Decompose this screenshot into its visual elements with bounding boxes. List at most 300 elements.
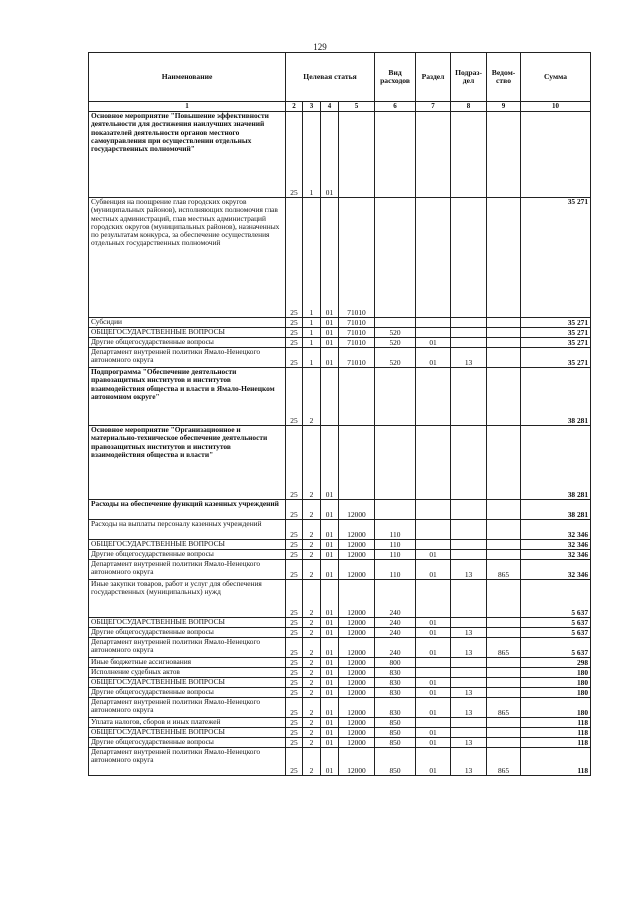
row-sum: 180 [521, 678, 591, 688]
expense-type-code: 110 [375, 540, 416, 550]
target-code-direction: 12000 [339, 748, 375, 776]
section-code: 01 [416, 338, 451, 348]
table-row [89, 520, 591, 540]
section-code: 01 [416, 738, 451, 748]
expense-type-code: 520 [375, 328, 416, 338]
section-code [416, 318, 451, 328]
target-code-subprogram: 2 [303, 550, 321, 560]
target-code-subprogram: 1 [303, 348, 321, 368]
subsection-code [451, 678, 487, 688]
department-code [487, 500, 521, 520]
target-code-program: 25 [286, 560, 303, 580]
department-code [487, 628, 521, 638]
target-code-program: 25 [286, 112, 303, 198]
target-code-program: 25 [286, 580, 303, 618]
target-code-direction [339, 426, 375, 500]
department-code [487, 678, 521, 688]
target-code-subprogram: 1 [303, 318, 321, 328]
target-code-direction [339, 368, 375, 426]
subsection-code [451, 198, 487, 318]
subsection-code: 13 [451, 688, 487, 698]
row-sum: 35 271 [521, 318, 591, 328]
row-name: Департамент внутренней политики Ямало-Ненецкого автономного округа [89, 348, 286, 368]
column-number: 8 [451, 102, 487, 112]
table-row [89, 618, 591, 628]
subsection-code [451, 318, 487, 328]
target-code-event: 01 [321, 738, 339, 748]
column-number: 2 [286, 102, 303, 112]
target-code-program: 25 [286, 348, 303, 368]
row-name: Департамент внутренней политики Ямало-Ненецкого автономного округа [89, 698, 286, 718]
row-sum: 118 [521, 718, 591, 728]
target-code-event: 01 [321, 426, 339, 500]
header-department: Ведом-ство [487, 53, 521, 102]
target-code-direction: 12000 [339, 638, 375, 658]
subsection-code [451, 580, 487, 618]
target-code-event: 01 [321, 540, 339, 550]
section-code: 01 [416, 638, 451, 658]
target-code-event: 01 [321, 112, 339, 198]
target-code-subprogram: 2 [303, 618, 321, 628]
subsection-code: 13 [451, 698, 487, 718]
subsection-code: 13 [451, 738, 487, 748]
subsection-code [451, 618, 487, 628]
department-code [487, 718, 521, 728]
row-sum: 32 346 [521, 520, 591, 540]
row-sum: 35 271 [521, 328, 591, 338]
target-code-program: 25 [286, 718, 303, 728]
target-code-event: 01 [321, 580, 339, 618]
header-section: Раздел [416, 53, 451, 102]
row-sum: 32 346 [521, 560, 591, 580]
expense-type-code: 240 [375, 618, 416, 628]
department-code [487, 520, 521, 540]
target-code-program: 25 [286, 520, 303, 540]
target-code-direction [339, 112, 375, 198]
expense-type-code: 800 [375, 658, 416, 668]
department-code [487, 426, 521, 500]
row-sum: 35 271 [521, 338, 591, 348]
subsection-code: 13 [451, 348, 487, 368]
target-code-program: 25 [286, 738, 303, 748]
target-code-event: 01 [321, 338, 339, 348]
department-code: 865 [487, 560, 521, 580]
department-code [487, 658, 521, 668]
section-code [416, 718, 451, 728]
target-code-event: 01 [321, 718, 339, 728]
row-name: ОБЩЕГОСУДАРСТВЕННЫЕ ВОПРОСЫ [89, 678, 286, 688]
row-name: ОБЩЕГОСУДАРСТВЕННЫЕ ВОПРОСЫ [89, 618, 286, 628]
row-sum: 298 [521, 658, 591, 668]
expense-type-code: 830 [375, 688, 416, 698]
subsection-code: 13 [451, 628, 487, 638]
department-code [487, 338, 521, 348]
row-name: Основное мероприятие "Повышение эффективности деятельности для достижения наилучших значений показателей деятельности органов местного самоуправления при осуществлении отдельных государственных полномочий" [89, 112, 286, 198]
subsection-code: 13 [451, 638, 487, 658]
target-code-direction: 12000 [339, 718, 375, 728]
expense-type-code [375, 198, 416, 318]
row-sum: 32 346 [521, 540, 591, 550]
expense-type-code: 240 [375, 580, 416, 618]
row-name: Другие общегосударственные вопросы [89, 338, 286, 348]
target-code-direction: 12000 [339, 580, 375, 618]
table-row [89, 112, 591, 198]
target-code-event: 01 [321, 658, 339, 668]
department-code [487, 540, 521, 550]
expense-type-code: 850 [375, 748, 416, 776]
subsection-code [451, 520, 487, 540]
target-code-subprogram: 1 [303, 198, 321, 318]
target-code-direction: 71010 [339, 328, 375, 338]
target-code-subprogram: 2 [303, 426, 321, 500]
target-code-subprogram: 2 [303, 638, 321, 658]
table-row [89, 426, 591, 500]
subsection-code [451, 328, 487, 338]
table-row [89, 560, 591, 580]
expense-type-code [375, 368, 416, 426]
department-code: 865 [487, 638, 521, 658]
expense-type-code: 110 [375, 520, 416, 540]
department-code [487, 550, 521, 560]
target-code-event: 01 [321, 698, 339, 718]
target-code-event: 01 [321, 550, 339, 560]
target-code-subprogram: 2 [303, 580, 321, 618]
department-code: 865 [487, 748, 521, 776]
target-code-event: 01 [321, 618, 339, 628]
department-code [487, 348, 521, 368]
row-name: Департамент внутренней политики Ямало-Ненецкого автономного округа [89, 560, 286, 580]
column-number: 10 [521, 102, 591, 112]
table-row [89, 628, 591, 638]
subsection-code: 13 [451, 560, 487, 580]
row-name: ОБЩЕГОСУДАРСТВЕННЫЕ ВОПРОСЫ [89, 540, 286, 550]
subsection-code [451, 338, 487, 348]
target-code-program: 25 [286, 658, 303, 668]
target-code-event: 01 [321, 318, 339, 328]
target-code-program: 25 [286, 698, 303, 718]
target-code-subprogram: 2 [303, 738, 321, 748]
table-row [89, 718, 591, 728]
section-code: 01 [416, 748, 451, 776]
target-code-event: 01 [321, 638, 339, 658]
target-code-program: 25 [286, 540, 303, 550]
row-name: Субвенция на поощрение глав городских округов (муниципальных районов), исполняющих полномочия глав местных администраций, глав местных администраций городских округов (муниципальных районов), назначенных по результатам конкурса, за обеспечение осуществления отдельных государственных полномочий [89, 198, 286, 318]
target-code-subprogram: 1 [303, 112, 321, 198]
row-sum: 5 637 [521, 618, 591, 628]
row-sum: 35 271 [521, 348, 591, 368]
target-code-subprogram: 2 [303, 560, 321, 580]
section-code [416, 112, 451, 198]
expense-type-code: 850 [375, 718, 416, 728]
department-code [487, 198, 521, 318]
target-code-program: 25 [286, 550, 303, 560]
table-row [89, 318, 591, 328]
table-row [89, 738, 591, 748]
row-sum: 5 637 [521, 580, 591, 618]
target-code-direction: 71010 [339, 318, 375, 328]
target-code-program: 25 [286, 638, 303, 658]
target-code-direction: 12000 [339, 540, 375, 550]
table-row [89, 668, 591, 678]
target-code-event: 01 [321, 688, 339, 698]
table-row [89, 688, 591, 698]
header-expense-type: Вид расходов [375, 53, 416, 102]
target-code-subprogram: 2 [303, 688, 321, 698]
section-code [416, 668, 451, 678]
target-code-event: 01 [321, 748, 339, 776]
target-code-subprogram: 2 [303, 678, 321, 688]
row-sum: 180 [521, 668, 591, 678]
target-code-direction: 12000 [339, 688, 375, 698]
section-code: 01 [416, 628, 451, 638]
target-code-subprogram: 2 [303, 698, 321, 718]
expense-type-code [375, 426, 416, 500]
row-name: Департамент внутренней политики Ямало-Ненецкого автономного округа [89, 748, 286, 776]
table-row [89, 748, 591, 776]
target-code-event: 01 [321, 560, 339, 580]
target-code-direction: 71010 [339, 338, 375, 348]
target-code-direction: 12000 [339, 628, 375, 638]
section-code [416, 426, 451, 500]
target-code-program: 25 [286, 668, 303, 678]
target-code-subprogram: 2 [303, 520, 321, 540]
row-sum: 38 281 [521, 368, 591, 426]
department-code [487, 618, 521, 628]
row-sum: 5 637 [521, 628, 591, 638]
section-code [416, 580, 451, 618]
target-code-program: 25 [286, 728, 303, 738]
target-code-event: 01 [321, 628, 339, 638]
subsection-code: 13 [451, 748, 487, 776]
target-code-event: 01 [321, 668, 339, 678]
department-code [487, 688, 521, 698]
target-code-direction: 12000 [339, 728, 375, 738]
row-sum: 32 346 [521, 550, 591, 560]
subsection-code [451, 540, 487, 550]
department-code [487, 112, 521, 198]
target-code-event: 01 [321, 728, 339, 738]
row-sum: 180 [521, 698, 591, 718]
table-row [89, 728, 591, 738]
target-code-direction: 12000 [339, 738, 375, 748]
row-sum: 118 [521, 738, 591, 748]
target-code-subprogram: 2 [303, 628, 321, 638]
column-number: 7 [416, 102, 451, 112]
row-name: Уплата налогов, сборов и иных платежей [89, 718, 286, 728]
target-code-subprogram: 2 [303, 718, 321, 728]
expense-type-code: 520 [375, 348, 416, 368]
row-sum [521, 112, 591, 198]
table-row [89, 698, 591, 718]
section-code: 01 [416, 560, 451, 580]
target-code-event: 01 [321, 198, 339, 318]
header-target-article: Целевая статья [286, 53, 375, 102]
expense-type-code: 520 [375, 338, 416, 348]
target-code-direction: 12000 [339, 560, 375, 580]
section-code [416, 368, 451, 426]
department-code [487, 668, 521, 678]
table-row [89, 540, 591, 550]
subsection-code [451, 112, 487, 198]
column-number: 5 [339, 102, 375, 112]
expense-type-code [375, 500, 416, 520]
header-row [89, 53, 591, 102]
target-code-direction: 12000 [339, 698, 375, 718]
header-name: Наименование [89, 53, 286, 102]
row-name: Подпрограмма "Обеспечение деятельности правозащитных институтов и институтов взаимодействия общества и власти в Ямало-Ненецком автономном округе" [89, 368, 286, 426]
column-number: 6 [375, 102, 416, 112]
target-code-program: 25 [286, 338, 303, 348]
table-row [89, 198, 591, 318]
row-name: Иные бюджетные ассигнования [89, 658, 286, 668]
target-code-program: 25 [286, 500, 303, 520]
section-code [416, 520, 451, 540]
budget-table [88, 52, 591, 776]
row-name: Расходы на выплаты персоналу казенных учреждений [89, 520, 286, 540]
section-code: 01 [416, 698, 451, 718]
table-row [89, 500, 591, 520]
department-code [487, 368, 521, 426]
department-code [487, 728, 521, 738]
table-row [89, 348, 591, 368]
row-name: Исполнение судебных актов [89, 668, 286, 678]
target-code-direction: 12000 [339, 658, 375, 668]
table-row [89, 328, 591, 338]
target-code-program: 25 [286, 628, 303, 638]
expense-type-code: 830 [375, 668, 416, 678]
section-code [416, 198, 451, 318]
section-code: 01 [416, 728, 451, 738]
target-code-event: 01 [321, 500, 339, 520]
target-code-program: 25 [286, 368, 303, 426]
target-code-direction: 71010 [339, 198, 375, 318]
target-code-event: 01 [321, 348, 339, 368]
table-row [89, 580, 591, 618]
department-code [487, 328, 521, 338]
section-code: 01 [416, 550, 451, 560]
target-code-subprogram: 1 [303, 328, 321, 338]
subsection-code [451, 550, 487, 560]
expense-type-code: 110 [375, 550, 416, 560]
section-code [416, 658, 451, 668]
table-row [89, 368, 591, 426]
target-code-subprogram: 2 [303, 368, 321, 426]
target-code-program: 25 [286, 198, 303, 318]
target-code-event: 01 [321, 328, 339, 338]
section-code: 01 [416, 678, 451, 688]
target-code-program: 25 [286, 748, 303, 776]
department-code [487, 738, 521, 748]
subsection-code [451, 500, 487, 520]
table-row [89, 638, 591, 658]
expense-type-code: 110 [375, 560, 416, 580]
target-code-event: 01 [321, 678, 339, 688]
subsection-code [451, 658, 487, 668]
expense-type-code: 240 [375, 628, 416, 638]
target-code-program: 25 [286, 618, 303, 628]
section-code: 01 [416, 618, 451, 628]
column-number: 3 [303, 102, 321, 112]
department-code [487, 580, 521, 618]
table-row [89, 678, 591, 688]
section-code [416, 328, 451, 338]
target-code-direction: 12000 [339, 500, 375, 520]
target-code-direction: 12000 [339, 678, 375, 688]
target-code-event [321, 368, 339, 426]
header-subsection: Подраз-дел [451, 53, 487, 102]
row-sum: 38 281 [521, 500, 591, 520]
target-code-program: 25 [286, 318, 303, 328]
section-code: 01 [416, 348, 451, 368]
expense-type-code [375, 112, 416, 198]
expense-type-code: 830 [375, 678, 416, 688]
target-code-subprogram: 2 [303, 728, 321, 738]
row-name: Иные закупки товаров, работ и услуг для обеспечения государственных (муниципальных) нужд [89, 580, 286, 618]
row-sum: 35 271 [521, 198, 591, 318]
subsection-code [451, 668, 487, 678]
target-code-program: 25 [286, 688, 303, 698]
column-number: 1 [89, 102, 286, 112]
section-code [416, 540, 451, 550]
subsection-code [451, 718, 487, 728]
column-number-row [89, 102, 591, 112]
target-code-direction: 12000 [339, 520, 375, 540]
expense-type-code: 850 [375, 738, 416, 748]
department-code: 865 [487, 698, 521, 718]
header-sum: Сумма [521, 53, 591, 102]
row-name: Другие общегосударственные вопросы [89, 688, 286, 698]
target-code-direction: 71010 [339, 348, 375, 368]
row-name: Департамент внутренней политики Ямало-Ненецкого автономного округа [89, 638, 286, 658]
row-sum: 180 [521, 688, 591, 698]
row-name: Другие общегосударственные вопросы [89, 550, 286, 560]
target-code-direction: 12000 [339, 550, 375, 560]
subsection-code [451, 426, 487, 500]
subsection-code [451, 728, 487, 738]
row-name: Субсидии [89, 318, 286, 328]
table-row [89, 338, 591, 348]
row-name: ОБЩЕГОСУДАРСТВЕННЫЕ ВОПРОСЫ [89, 728, 286, 738]
target-code-program: 25 [286, 426, 303, 500]
target-code-subprogram: 2 [303, 540, 321, 550]
expense-type-code: 240 [375, 638, 416, 658]
column-number: 9 [487, 102, 521, 112]
target-code-program: 25 [286, 328, 303, 338]
target-code-subprogram: 2 [303, 748, 321, 776]
target-code-subprogram: 1 [303, 338, 321, 348]
target-code-direction: 12000 [339, 618, 375, 628]
expense-type-code: 830 [375, 698, 416, 718]
target-code-subprogram: 2 [303, 658, 321, 668]
section-code: 01 [416, 688, 451, 698]
row-name: Другие общегосударственные вопросы [89, 738, 286, 748]
row-sum: 38 281 [521, 426, 591, 500]
section-code [416, 500, 451, 520]
column-number: 4 [321, 102, 339, 112]
row-name: ОБЩЕГОСУДАРСТВЕННЫЕ ВОПРОСЫ [89, 328, 286, 338]
target-code-direction: 12000 [339, 668, 375, 678]
row-sum: 5 637 [521, 638, 591, 658]
expense-type-code: 850 [375, 728, 416, 738]
target-code-event: 01 [321, 520, 339, 540]
row-sum: 118 [521, 748, 591, 776]
expense-type-code [375, 318, 416, 328]
page-number: 129 [313, 42, 327, 52]
subsection-code [451, 368, 487, 426]
target-code-program: 25 [286, 678, 303, 688]
row-sum: 118 [521, 728, 591, 738]
target-code-subprogram: 2 [303, 668, 321, 678]
